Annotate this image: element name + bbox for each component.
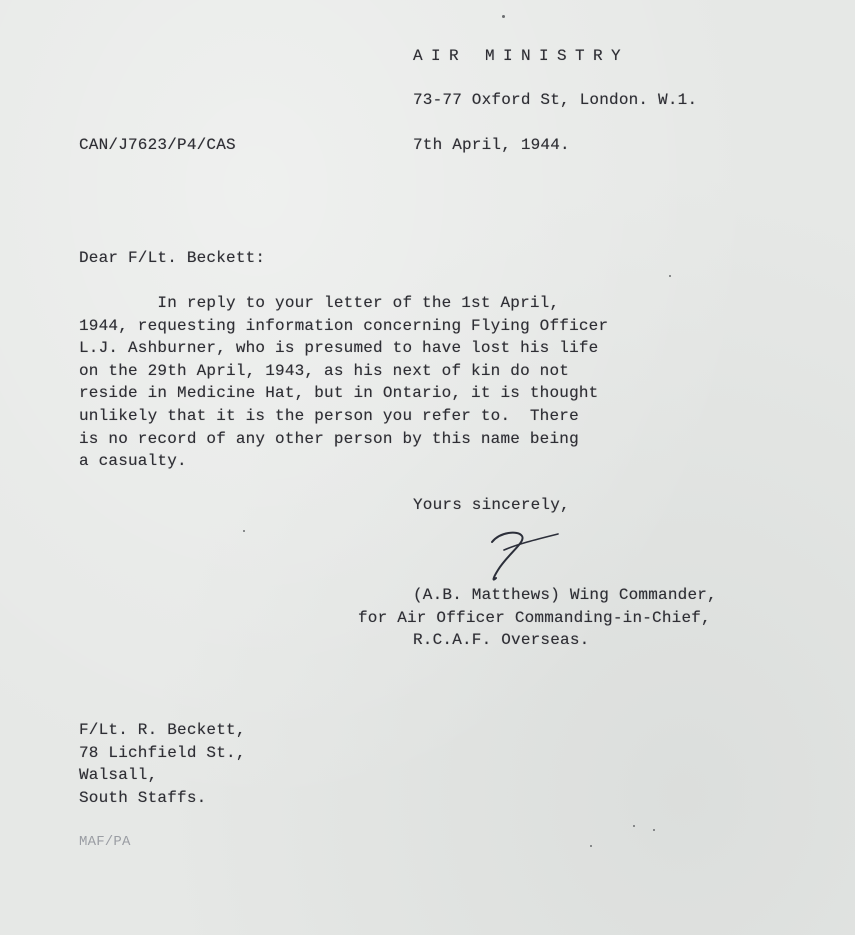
paper-speck <box>502 15 505 18</box>
body-line: on the 29th April, 1943, as his next of kin do not <box>79 361 570 380</box>
typist-reference: MAF/PA <box>79 834 131 850</box>
handwritten-signature <box>478 520 568 590</box>
recipient-line: Walsall, <box>79 766 158 785</box>
letterhead-address: 73-77 Oxford St, London. W.1. <box>413 91 698 109</box>
signatory-name: (A.B. Matthews) Wing Commander, <box>413 586 717 604</box>
paper-speck <box>590 845 592 847</box>
letterhead-organization: AIR MINISTRY <box>413 47 630 65</box>
body-line: In reply to your letter of the 1st April, <box>79 294 560 312</box>
recipient-line: F/Lt. R. Beckett, <box>79 721 246 739</box>
paper-speck <box>633 825 635 827</box>
recipient-line: 78 Lichfield St., <box>79 743 246 762</box>
body-line: 1944, requesting information concerning Flying Officer <box>79 316 609 335</box>
body-line: L.J. Ashburner, who is presumed to have lost his life <box>79 339 599 358</box>
paper-speck <box>243 530 245 532</box>
body-line: reside in Medicine Hat, but in Ontario, it is thought <box>79 384 599 403</box>
reference-number: CAN/J7623/P4/CAS <box>79 136 236 154</box>
signatory-on-behalf: for Air Officer Commanding-in-Chief, <box>358 608 711 627</box>
recipient-line: South Staffs. <box>79 788 207 807</box>
salutation: Dear F/Lt. Beckett: <box>79 249 266 267</box>
closing: Yours sincerely, <box>413 496 570 514</box>
signatory-unit: R.C.A.F. Overseas. <box>413 631 590 650</box>
letter-date: 7th April, 1944. <box>413 136 570 154</box>
paper-speck <box>669 275 671 277</box>
body-line: is no record of any other person by this name being <box>79 429 579 448</box>
body-line: unlikely that it is the person you refer to. There <box>79 407 579 425</box>
body-line: a casualty. <box>79 452 187 471</box>
paper-speck <box>653 829 655 831</box>
